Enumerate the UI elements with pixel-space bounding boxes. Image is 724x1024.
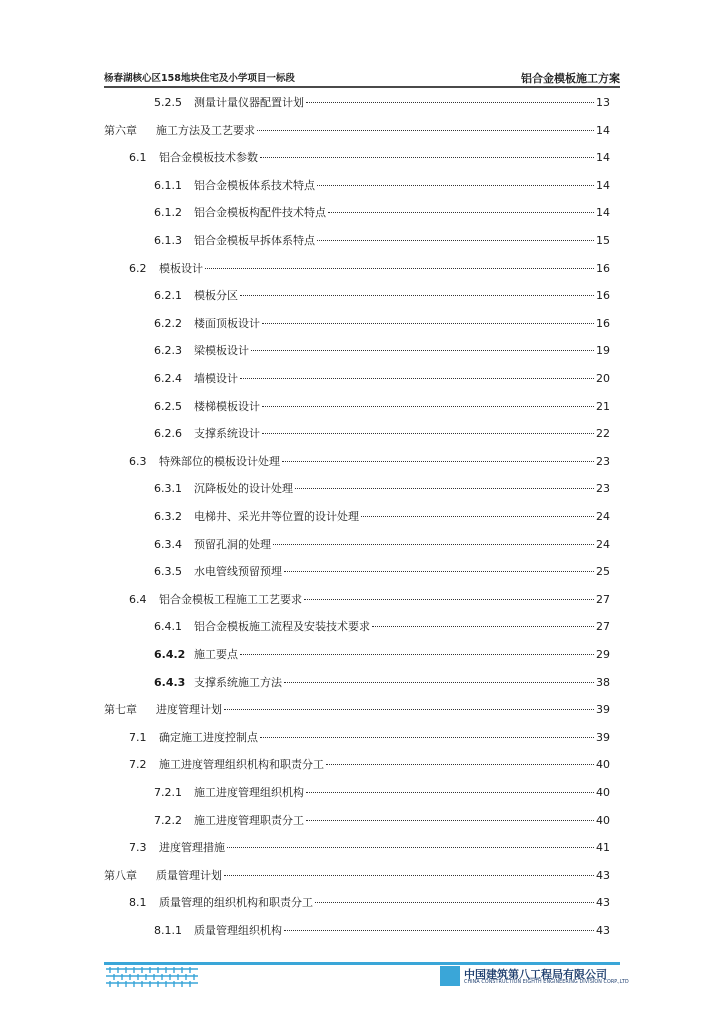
- toc-entry[interactable]: [129, 150, 610, 166]
- toc-entry-number: 6.2.2: [154, 316, 182, 330]
- toc-dot-leader: [306, 791, 594, 793]
- toc-entry[interactable]: [154, 288, 610, 304]
- toc-dot-leader: [260, 156, 594, 158]
- toc-entry-title: 施工要点: [194, 648, 238, 661]
- toc-dot-leader: [240, 653, 594, 655]
- toc-entry[interactable]: [154, 537, 610, 553]
- toc-entry-title: 进度管理计划: [156, 703, 222, 717]
- toc-entry-title: 进度管理措施: [159, 841, 225, 855]
- toc-entry[interactable]: [129, 895, 610, 911]
- toc-entry-title: 铝合金模板工程施工工艺要求: [159, 592, 302, 606]
- toc-entry-number: 6.2: [129, 261, 147, 275]
- toc-entry-number: 第八章: [104, 868, 137, 882]
- company-name-cn: 中国建筑第八工程局有限公司: [464, 968, 607, 981]
- toc-entry-number: 6.4.1: [154, 620, 182, 634]
- toc-dot-leader: [257, 129, 594, 131]
- toc-dot-leader: [282, 460, 594, 462]
- toc-dot-leader: [284, 929, 594, 931]
- toc-entry[interactable]: [154, 316, 610, 332]
- toc-dot-leader: [306, 819, 594, 821]
- toc-entry-number: 第六章: [104, 123, 137, 137]
- toc-entry-title: 质量管理的组织机构和职责分工: [159, 896, 313, 910]
- toc-dot-leader: [240, 377, 594, 379]
- toc-entry-title: 铝合金模板施工流程及安装技术要求: [194, 620, 370, 634]
- toc-entry-title: 楼梯模板设计: [194, 399, 260, 413]
- toc-entry-number: 6.1.1: [154, 178, 182, 192]
- toc-entry[interactable]: [104, 123, 610, 139]
- toc-entry-title: 电梯井、采光井等位置的设计处理: [194, 510, 359, 523]
- toc-dot-leader: [224, 874, 594, 876]
- toc-dot-leader: [227, 846, 594, 848]
- toc-entry-number: 6.4: [129, 592, 147, 606]
- toc-dot-leader: [260, 736, 594, 738]
- toc-dot-leader: [262, 405, 594, 407]
- toc-entry-page: 40: [596, 813, 610, 827]
- company-logo: [440, 966, 629, 992]
- toc-dot-leader: [317, 184, 594, 186]
- toc-entry-title: 施工进度管理组织机构和职责分工: [159, 758, 324, 772]
- toc-entry-title: 施工进度管理组织机构: [194, 786, 304, 799]
- toc-dot-leader: [284, 681, 594, 683]
- toc-entry[interactable]: [104, 868, 610, 884]
- toc-entry-page: 43: [596, 924, 610, 937]
- toc-entry-title: 楼面顶板设计: [194, 316, 260, 330]
- toc-entry-title: 预留孔洞的处理: [194, 537, 271, 551]
- toc-entry-number: 6.3.2: [154, 510, 182, 523]
- toc-entry-title: 质量管理组织机构: [194, 924, 282, 937]
- toc-entry[interactable]: [154, 675, 610, 691]
- toc-dot-leader: [262, 432, 594, 434]
- toc-entry-page: 43: [596, 896, 610, 910]
- toc-entry-page: 38: [596, 675, 610, 689]
- toc-entry[interactable]: [154, 647, 610, 663]
- toc-entry-title: 施工进度管理职责分工: [194, 813, 304, 827]
- toc-entry-number: 7.2: [129, 758, 147, 772]
- toc-entry-number: 6.4.3: [154, 675, 186, 689]
- toc-entry[interactable]: [154, 343, 610, 359]
- toc-entry[interactable]: [154, 813, 610, 829]
- toc-entry-page: 40: [596, 786, 610, 799]
- toc-entry[interactable]: [129, 840, 610, 856]
- toc-entry-number: 6.2.3: [154, 344, 182, 358]
- company-name-en: CHINA CONSTRUCTION EIGHTH ENGINEERING DIVISION CORP.,LTD: [464, 980, 629, 985]
- toc-entry[interactable]: [129, 592, 610, 608]
- toc-dot-leader: [240, 294, 594, 296]
- toc-entry[interactable]: [154, 178, 610, 194]
- toc-entry-number: 7.3: [129, 841, 147, 855]
- toc-dot-leader: [224, 708, 594, 710]
- footer-pattern-decoration: [104, 965, 200, 989]
- toc-entry-number: 6.1.2: [154, 206, 182, 220]
- toc-entry-number: 6.3: [129, 454, 147, 468]
- toc-entry-title: 施工方法及工艺要求: [156, 123, 255, 137]
- toc-entry-page: 43: [596, 868, 610, 882]
- toc-dot-leader: [251, 349, 594, 351]
- toc-entry-title: 铝合金模板早拆体系特点: [194, 234, 315, 247]
- toc-entry-number: 6.1.3: [154, 234, 182, 247]
- toc-entry-page: 39: [596, 730, 610, 744]
- toc-dot-leader: [315, 901, 594, 903]
- toc-entry-page: 40: [596, 758, 610, 772]
- toc-entry-number: 7.1: [129, 730, 147, 744]
- toc-entry-title: 确定施工进度控制点: [159, 730, 258, 744]
- toc-entry-number: 7.2.1: [154, 786, 182, 799]
- toc-entry-number: 7.2.2: [154, 813, 182, 827]
- toc-entry-page: 23: [596, 482, 610, 496]
- toc-entry[interactable]: [154, 481, 610, 497]
- toc-entry-number: 6.4.2: [154, 648, 186, 661]
- toc-entry-page: 39: [596, 703, 610, 717]
- toc-dot-leader: [306, 101, 594, 103]
- toc-entry-page: 14: [596, 178, 610, 192]
- toc-entry-page: 25: [596, 565, 610, 579]
- toc-entry-title: 模板设计: [159, 261, 203, 275]
- toc-entry[interactable]: [154, 785, 610, 801]
- toc-entry-title: 梁模板设计: [194, 344, 249, 358]
- toc-entry-number: 第七章: [104, 703, 137, 717]
- logo-mark-icon: [440, 966, 460, 986]
- toc-entry-number: 6.2.1: [154, 289, 182, 303]
- toc-entry-page: 21: [596, 399, 610, 413]
- page-header: [104, 70, 620, 84]
- toc-entry-number: 6.3.1: [154, 482, 182, 496]
- toc-entry[interactable]: [154, 564, 610, 580]
- toc-entry-page: 14: [596, 151, 610, 165]
- header-divider: [104, 86, 620, 88]
- toc-entry[interactable]: [129, 730, 610, 746]
- toc-entry-page: 15: [596, 234, 610, 247]
- toc-entry-title: 质量管理计划: [156, 868, 222, 882]
- toc-entry[interactable]: [129, 261, 610, 277]
- toc-entry[interactable]: [154, 426, 610, 442]
- toc-dot-leader: [284, 570, 594, 572]
- toc-entry-number: 6.2.6: [154, 427, 182, 441]
- toc-entry-page: 16: [596, 316, 610, 330]
- toc-entry-number: 6.2.5: [154, 399, 182, 413]
- toc-entry-title: 支撑系统设计: [194, 427, 260, 441]
- toc-entry[interactable]: [129, 757, 610, 773]
- toc-entry[interactable]: [154, 399, 610, 415]
- toc-entry-title: 模板分区: [194, 289, 238, 303]
- toc-dot-leader: [273, 543, 594, 545]
- toc-entry-title: 墙模设计: [194, 372, 238, 385]
- toc-entry-page: 27: [596, 592, 610, 606]
- toc-dot-leader: [317, 239, 594, 241]
- toc-entry[interactable]: [154, 205, 610, 221]
- toc-entry-number: 8.1.1: [154, 924, 182, 937]
- toc-entry-title: 水电管线预留预埋: [194, 565, 282, 579]
- toc-entry-page: 23: [596, 454, 610, 468]
- toc-entry-number: 6.1: [129, 151, 147, 165]
- toc-entry[interactable]: [154, 619, 610, 635]
- toc-entry-title: 特殊部位的模板设计处理: [159, 454, 280, 468]
- toc-entry[interactable]: [154, 233, 610, 249]
- toc-entry-number: 5.2.5: [154, 96, 182, 109]
- toc-entry-page: 24: [596, 510, 610, 523]
- toc-entry-page: 19: [596, 344, 610, 358]
- toc-entry-number: 6.3.4: [154, 537, 182, 551]
- toc-entry-title: 测量计量仪器配置计划: [194, 96, 304, 109]
- toc-dot-leader: [205, 267, 594, 269]
- toc-entry-page: 16: [596, 261, 610, 275]
- toc-entry[interactable]: [154, 509, 610, 525]
- toc-entry[interactable]: [104, 702, 610, 718]
- toc-entry-page: 27: [596, 620, 610, 634]
- toc-entry-number: 8.1: [129, 896, 147, 910]
- toc-entry-number: 6.3.5: [154, 565, 182, 579]
- project-name: 杨春湖核心区158地块住宅及小学项目一标段: [104, 73, 295, 84]
- toc-entry-title: 铝合金模板构配件技术特点: [194, 206, 326, 220]
- toc-dot-leader: [361, 515, 594, 517]
- document-title: 铝合金模板施工方案: [521, 72, 620, 85]
- toc-entry-page: 20: [596, 372, 610, 385]
- toc-dot-leader: [372, 625, 594, 627]
- toc-entry-title: 支撑系统施工方法: [194, 675, 282, 689]
- toc-entry[interactable]: [154, 371, 610, 387]
- toc-entry-page: 29: [596, 648, 610, 661]
- toc-entry-page: 13: [596, 96, 610, 109]
- toc-dot-leader: [304, 598, 594, 600]
- toc-entry-page: 14: [596, 123, 610, 137]
- toc-entry-page: 14: [596, 206, 610, 220]
- toc-entry[interactable]: [154, 923, 610, 939]
- toc-entry-page: 16: [596, 289, 610, 303]
- toc-dot-leader: [295, 487, 594, 489]
- toc-dot-leader: [326, 763, 594, 765]
- toc-entry-page: 41: [596, 841, 610, 855]
- toc-entry[interactable]: [129, 454, 610, 470]
- toc-dot-leader: [262, 322, 594, 324]
- toc-entry-title: 铝合金模板体系技术特点: [194, 178, 315, 192]
- toc-entry-title: 沉降板处的设计处理: [194, 482, 293, 496]
- toc-entry-number: 6.2.4: [154, 372, 182, 385]
- toc-entry-title: 铝合金模板技术参数: [159, 151, 258, 165]
- toc-entry[interactable]: [154, 95, 610, 111]
- toc-dot-leader: [328, 211, 594, 213]
- toc-entry-page: 22: [596, 427, 610, 441]
- toc-entry-page: 24: [596, 537, 610, 551]
